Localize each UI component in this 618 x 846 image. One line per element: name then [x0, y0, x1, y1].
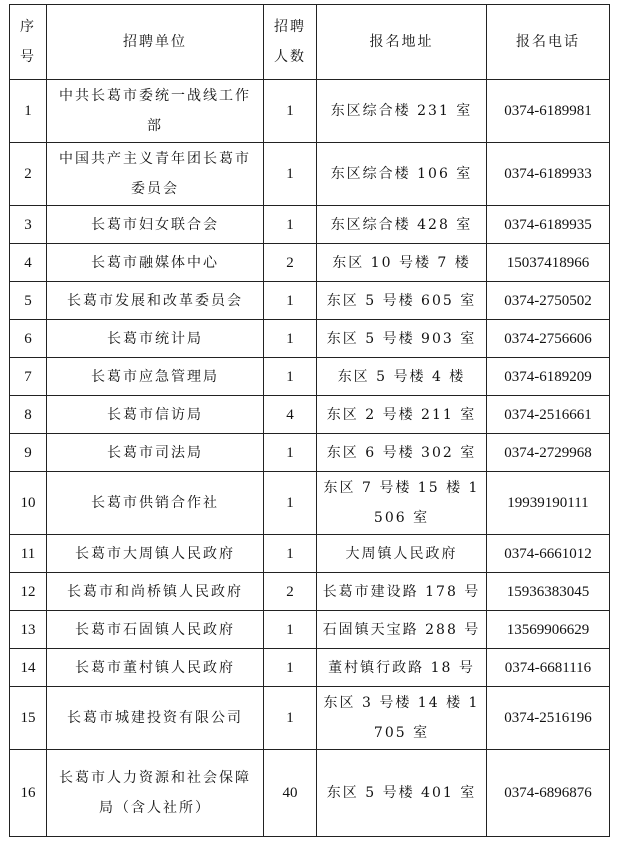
table-row — [10, 750, 610, 837]
row-count: 1 — [264, 535, 317, 573]
row-address: 东区 10 号楼 7 楼 — [317, 244, 487, 282]
header-unit: 招聘单位 — [47, 5, 264, 80]
row-address: 东区 7 号楼 15 楼 1506 室 — [317, 472, 487, 535]
row-count: 1 — [264, 472, 317, 535]
row-unit: 长葛市应急管理局 — [47, 358, 264, 396]
table-row — [10, 611, 610, 649]
table-row — [10, 320, 610, 358]
row-address: 石固镇天宝路 288 号 — [317, 611, 487, 649]
row-count: 40 — [264, 750, 317, 837]
row-unit: 中国共产主义青年团长葛市委员会 — [47, 143, 264, 206]
header-row — [10, 5, 610, 80]
table-row — [10, 649, 610, 687]
row-unit: 长葛市信访局 — [47, 396, 264, 434]
table-row — [10, 206, 610, 244]
row-address: 东区 5 号楼 903 室 — [317, 320, 487, 358]
row-index: 12 — [10, 573, 47, 611]
row-count: 2 — [264, 244, 317, 282]
row-unit: 中共长葛市委统一战线工作部 — [47, 80, 264, 143]
table-row — [10, 573, 610, 611]
row-phone: 15936383045 — [487, 573, 610, 611]
row-phone: 13569906629 — [487, 611, 610, 649]
row-index: 10 — [10, 472, 47, 535]
row-index: 4 — [10, 244, 47, 282]
row-unit: 长葛市发展和改革委员会 — [47, 282, 264, 320]
row-unit: 长葛市石固镇人民政府 — [47, 611, 264, 649]
row-index: 13 — [10, 611, 47, 649]
row-unit: 长葛市城建投资有限公司 — [47, 687, 264, 750]
row-phone: 0374-6189935 — [487, 206, 610, 244]
row-index: 7 — [10, 358, 47, 396]
row-phone: 15037418966 — [487, 244, 610, 282]
table-row — [10, 282, 610, 320]
row-address: 东区综合楼 428 室 — [317, 206, 487, 244]
table-row — [10, 434, 610, 472]
row-unit: 长葛市司法局 — [47, 434, 264, 472]
row-unit: 长葛市统计局 — [47, 320, 264, 358]
row-address: 东区综合楼 106 室 — [317, 143, 487, 206]
row-address: 东区 5 号楼 4 楼 — [317, 358, 487, 396]
row-address: 大周镇人民政府 — [317, 535, 487, 573]
row-address: 长葛市建设路 178 号 — [317, 573, 487, 611]
row-count: 1 — [264, 611, 317, 649]
row-unit: 长葛市人力资源和社会保障局（含人社所） — [47, 750, 264, 837]
table-row — [10, 358, 610, 396]
row-phone: 0374-6189981 — [487, 80, 610, 143]
row-phone: 0374-6681116 — [487, 649, 610, 687]
row-index: 1 — [10, 80, 47, 143]
row-count: 1 — [264, 143, 317, 206]
row-count: 4 — [264, 396, 317, 434]
row-phone: 0374-2729968 — [487, 434, 610, 472]
table-row — [10, 687, 610, 750]
recruitment-table — [9, 4, 610, 837]
table-row — [10, 143, 610, 206]
row-count: 1 — [264, 649, 317, 687]
row-index: 3 — [10, 206, 47, 244]
row-index: 15 — [10, 687, 47, 750]
row-address: 董村镇行政路 18 号 — [317, 649, 487, 687]
row-count: 1 — [264, 206, 317, 244]
row-address: 东区综合楼 231 室 — [317, 80, 487, 143]
row-count: 1 — [264, 434, 317, 472]
row-count: 1 — [264, 687, 317, 750]
row-phone: 0374-2750502 — [487, 282, 610, 320]
row-index: 9 — [10, 434, 47, 472]
row-address: 东区 2 号楼 211 室 — [317, 396, 487, 434]
row-phone: 0374-6189209 — [487, 358, 610, 396]
header-phone: 报名电话 — [487, 5, 610, 80]
row-address: 东区 3 号楼 14 楼 1705 室 — [317, 687, 487, 750]
row-count: 1 — [264, 358, 317, 396]
row-phone: 0374-2756606 — [487, 320, 610, 358]
header-index: 序号 — [10, 5, 47, 80]
row-phone: 19939190111 — [487, 472, 610, 535]
row-count: 1 — [264, 80, 317, 143]
row-index: 14 — [10, 649, 47, 687]
row-unit: 长葛市和尚桥镇人民政府 — [47, 573, 264, 611]
row-phone: 0374-6896876 — [487, 750, 610, 837]
row-index: 8 — [10, 396, 47, 434]
row-unit: 长葛市供销合作社 — [47, 472, 264, 535]
header-address: 报名地址 — [317, 5, 487, 80]
row-phone: 0374-2516661 — [487, 396, 610, 434]
row-count: 1 — [264, 320, 317, 358]
header-count: 招聘人数 — [264, 5, 317, 80]
row-index: 2 — [10, 143, 47, 206]
row-index: 16 — [10, 750, 47, 837]
row-address: 东区 6 号楼 302 室 — [317, 434, 487, 472]
table-row — [10, 472, 610, 535]
row-unit: 长葛市融媒体中心 — [47, 244, 264, 282]
table-row — [10, 535, 610, 573]
row-address: 东区 5 号楼 401 室 — [317, 750, 487, 837]
table-row — [10, 244, 610, 282]
row-phone: 0374-2516196 — [487, 687, 610, 750]
row-index: 6 — [10, 320, 47, 358]
row-unit: 长葛市董村镇人民政府 — [47, 649, 264, 687]
row-count: 1 — [264, 282, 317, 320]
row-address: 东区 5 号楼 605 室 — [317, 282, 487, 320]
row-unit: 长葛市大周镇人民政府 — [47, 535, 264, 573]
row-index: 11 — [10, 535, 47, 573]
row-phone: 0374-6189933 — [487, 143, 610, 206]
row-phone: 0374-6661012 — [487, 535, 610, 573]
table-row — [10, 80, 610, 143]
row-count: 2 — [264, 573, 317, 611]
table-row — [10, 396, 610, 434]
row-unit: 长葛市妇女联合会 — [47, 206, 264, 244]
row-index: 5 — [10, 282, 47, 320]
